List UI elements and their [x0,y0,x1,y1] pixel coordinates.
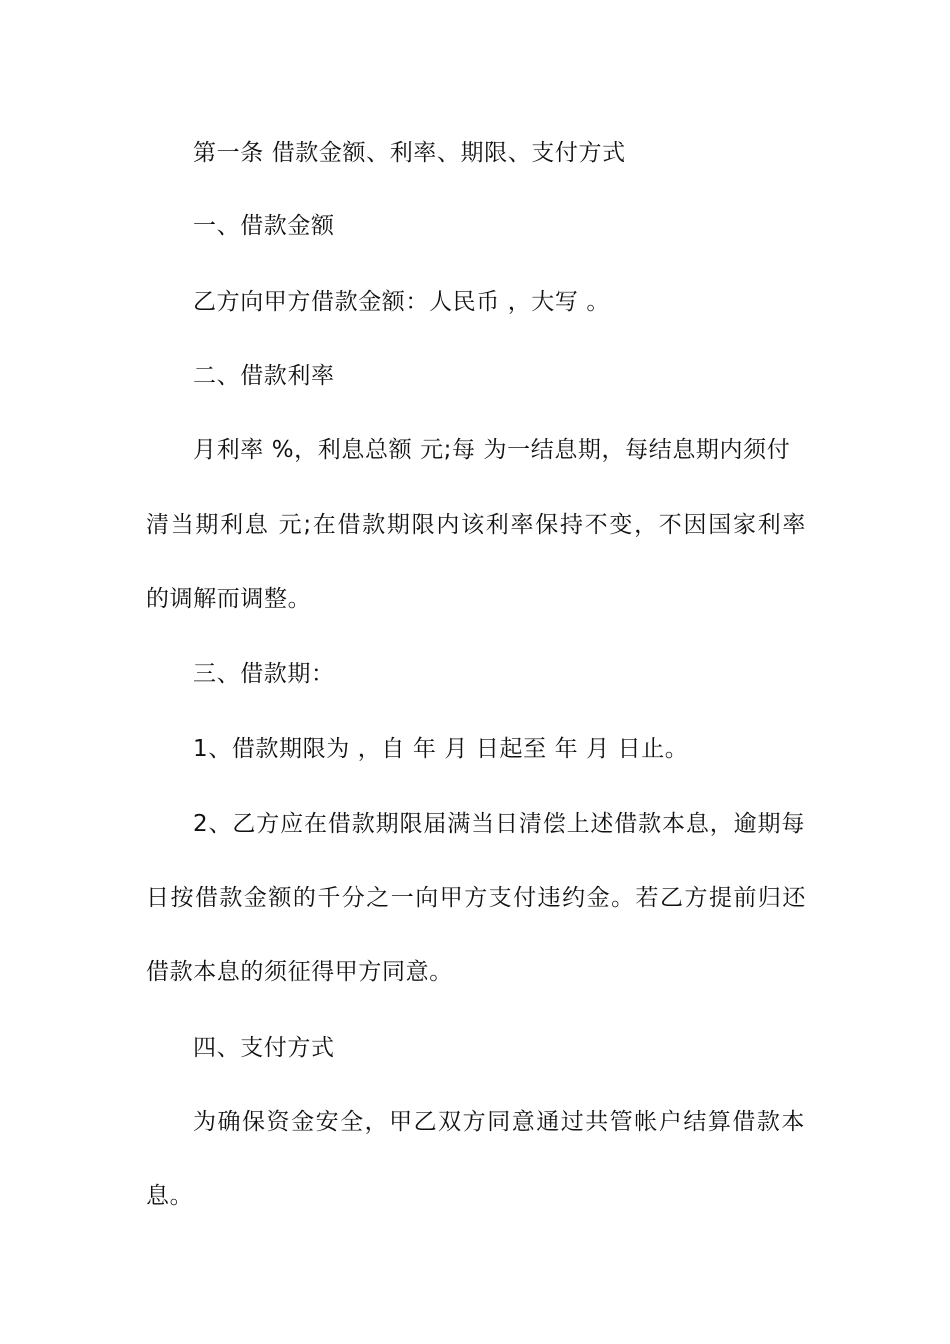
loan-term-item-1: 1、借款期限为 ，自 年 月 日起至 年 月 日止。 [193,736,689,762]
loan-term-item-2-line-3: 借款本息的须征得甲方同意。 [146,959,453,985]
interest-rate-line-1: 月利率 %，利息总额 元;每 为一结息期，每结息期内须付 [193,437,791,463]
payment-method-line-1: 为确保资金安全，甲乙双方同意通过共管帐户结算借款本 [193,1109,805,1135]
loan-term-item-2-line-2: 日按借款金额的千分之一向甲方支付违约金。若乙方提前归还 [146,885,806,911]
loan-term-item-2-line-1: 2、乙方应在借款期限届满当日清偿上述借款本息，逾期每 [193,811,805,837]
payment-method-line-2: 息。 [146,1183,194,1209]
section-heading-interest-rate: 二、借款利率 [193,363,335,389]
article-heading: 第一条 借款金额、利率、期限、支付方式 [193,140,626,166]
section-heading-loan-term: 三、借款期： [193,661,335,687]
section-heading-payment-method: 四、支付方式 [193,1035,335,1061]
interest-rate-line-2: 清当期利息 元;在借款期限内该利率保持不变，不因国家利率 [146,512,806,538]
loan-amount-text: 乙方向甲方借款金额：人民币 ，大写 。 [193,289,611,315]
interest-rate-line-3: 的调解而调整。 [146,586,312,612]
section-heading-loan-amount: 一、借款金额 [193,213,335,239]
